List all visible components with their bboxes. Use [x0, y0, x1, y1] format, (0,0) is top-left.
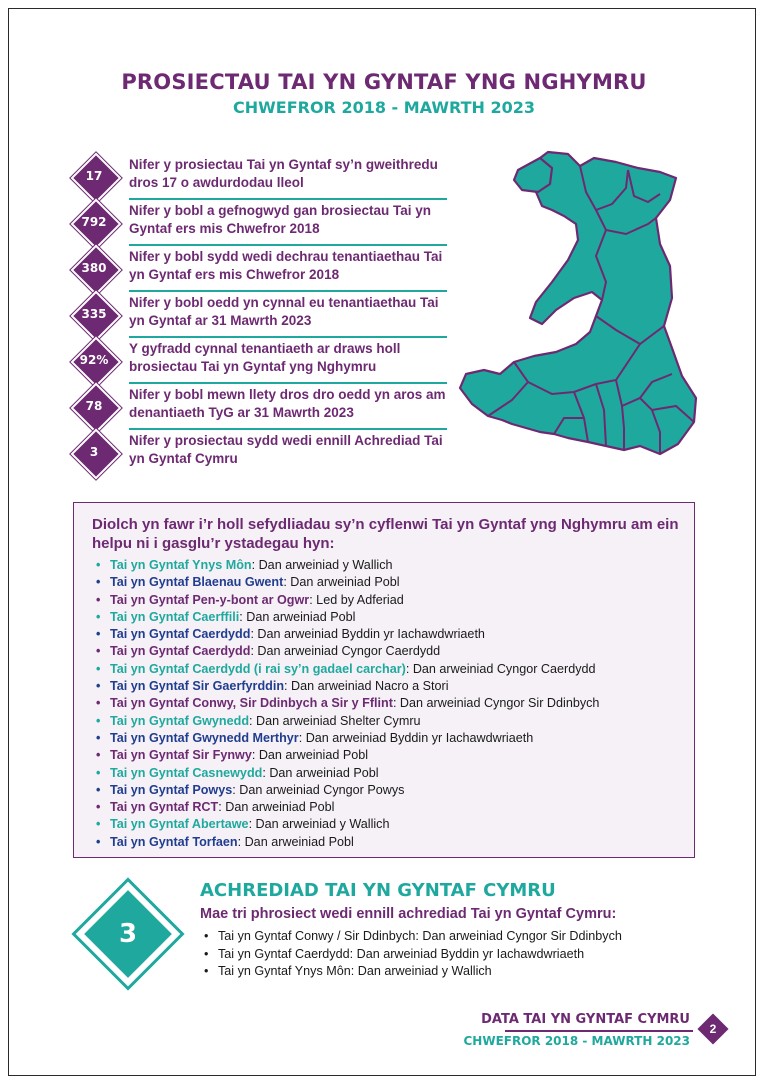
accreditation-subtitle: Mae tri phrosiect wedi ennill achrediad Tai yn Gyntaf Cymru:: [200, 906, 617, 922]
thanks-heading: Diolch yn fawr i’r holl sefydliadau sy’n cyflenwi Tai yn Gyntaf yng Nghymru am ein helpu ni i gasglu’r ystadegau hyn:: [92, 516, 679, 552]
accreditation-title: ACHREDIAD TAI YN GYNTAF CYMRU: [200, 880, 556, 901]
list-item: • Tai yn Gyntaf Ynys Môn: Dan arweiniad y Wallich: [204, 963, 622, 981]
stat-value: 17: [85, 169, 103, 183]
stat-item: [72, 246, 446, 292]
list-item: • Tai yn Gyntaf Gwynedd: Dan arweiniad Shelter Cymru: [96, 713, 421, 728]
stat-item: [72, 384, 446, 430]
organisation-list: [94, 557, 599, 851]
stat-item: [72, 154, 446, 200]
list-item: • Tai yn Gyntaf Caerdydd: Dan arweiniad Cyngor Caerdydd: [96, 644, 441, 659]
stat-value: 792: [81, 215, 107, 229]
anglesey-shape: [514, 158, 552, 192]
stat-value: 92%: [79, 353, 109, 367]
stat-text: Nifer y bobl sydd wedi dechrau tenantiaethau Tai yn Gyntaf ers mis Chwefror 2018: [129, 249, 443, 282]
stat-value: 78: [85, 399, 103, 413]
stat-item: [72, 338, 446, 384]
list-item: • Tai yn Gyntaf Caerdydd (i rai sy’n gadael carchar): Dan arweiniad Cyngor Caerdydd: [96, 661, 596, 676]
list-item: • Tai yn Gyntaf Caerdydd: Dan arweiniad Byddin yr Iachawdwriaeth: [96, 627, 485, 642]
page-title: PROSIECTAU TAI YN GYNTAF YNG NGHYMRU: [121, 70, 647, 94]
stat-item: [72, 200, 446, 246]
stat-value: 380: [81, 261, 107, 275]
list-item: • Tai yn Gyntaf Gwynedd Merthyr: Dan arweiniad Byddin yr Iachawdwriaeth: [96, 730, 534, 745]
stat-item: [72, 430, 446, 476]
list-item: • Tai yn Gyntaf Caerdydd: Dan arweiniad Byddin yr Iachawdwriaeth: [204, 946, 622, 964]
list-item: • Tai yn Gyntaf Casnewydd: Dan arweiniad Pobl: [96, 765, 379, 780]
page-subtitle: CHWEFROR 2018 - MAWRTH 2023: [232, 98, 535, 117]
accreditation-list: [204, 928, 622, 981]
list-item: • Tai yn Gyntaf Pen-y-bont ar Ogwr: Led by Adferiad: [96, 592, 404, 607]
stat-text: Nifer y prosiectau sydd wedi ennill Achrediad Tai yn Gyntaf Cymru: [129, 433, 443, 466]
wales-map: [456, 148, 700, 470]
list-item: • Tai yn Gyntaf Sir Fynwy: Dan arweiniad Pobl: [96, 748, 369, 763]
stat-value: 3: [89, 445, 99, 459]
list-item: • Tai yn Gyntaf Powys: Dan arweiniad Cyngor Powys: [96, 782, 405, 797]
stat-text: Nifer y bobl oedd yn cynnal eu tenantiaethau Tai yn Gyntaf ar 31 Mawrth 2023: [129, 295, 439, 328]
list-item: • Tai yn Gyntaf RCT: Dan arweiniad Pobl: [96, 800, 335, 815]
list-item: • Tai yn Gyntaf Ynys Môn: Dan arweiniad y Wallich: [96, 558, 393, 572]
stat-text: Nifer y bobl a gefnogwyd gan brosiectau Tai yn Gyntaf ers mis Chwefror 2018: [129, 203, 432, 236]
list-item: • Tai yn Gyntaf Torfaen: Dan arweiniad Pobl: [96, 834, 354, 849]
list-item: • Tai yn Gyntaf Abertawe: Dan arweiniad y Wallich: [96, 817, 390, 832]
accreditation-number: 3: [118, 919, 138, 949]
thanks-box: [73, 502, 695, 858]
footer-divider: [505, 1030, 693, 1032]
list-item: • Tai yn Gyntaf Sir Gaerfyrddin: Dan arweiniad Nacro a Stori: [96, 679, 449, 694]
list-item: • Tai yn Gyntaf Blaenau Gwent: Dan arweiniad Pobl: [96, 575, 400, 590]
stat-value: 335: [81, 307, 107, 321]
list-item: • Tai yn Gyntaf Caerffili: Dan arweiniad Pobl: [96, 609, 356, 624]
stat-text: Nifer y bobl mewn llety dros dro oedd yn aros am denantiaeth TyG ar 31 Mawrth 2023: [129, 387, 446, 420]
stat-item: [72, 292, 446, 338]
list-item: • Tai yn Gyntaf Conwy, Sir Ddinbych a Sir y Fflint: Dan arweiniad Cyngor Sir Ddinbych: [96, 696, 600, 711]
list-item: • Tai yn Gyntaf Conwy / Sir Ddinbych: Dan arweiniad Cyngor Sir Ddinbych: [204, 928, 622, 946]
stat-text: Y gyfradd cynnal tenantiaeth ar draws holl brosiectau Tai yn Gyntaf yng Nghymru: [129, 341, 401, 374]
footer-subtitle: CHWEFROR 2018 - MAWRTH 2023: [463, 1034, 690, 1048]
page-number: 2: [709, 1022, 717, 1036]
stat-text: Nifer y prosiectau Tai yn Gyntaf sy’n gweithredu dros 17 o awdurdodau lleol: [129, 157, 438, 190]
footer-title: DATA TAI YN GYNTAF CYMRU: [481, 1012, 690, 1027]
